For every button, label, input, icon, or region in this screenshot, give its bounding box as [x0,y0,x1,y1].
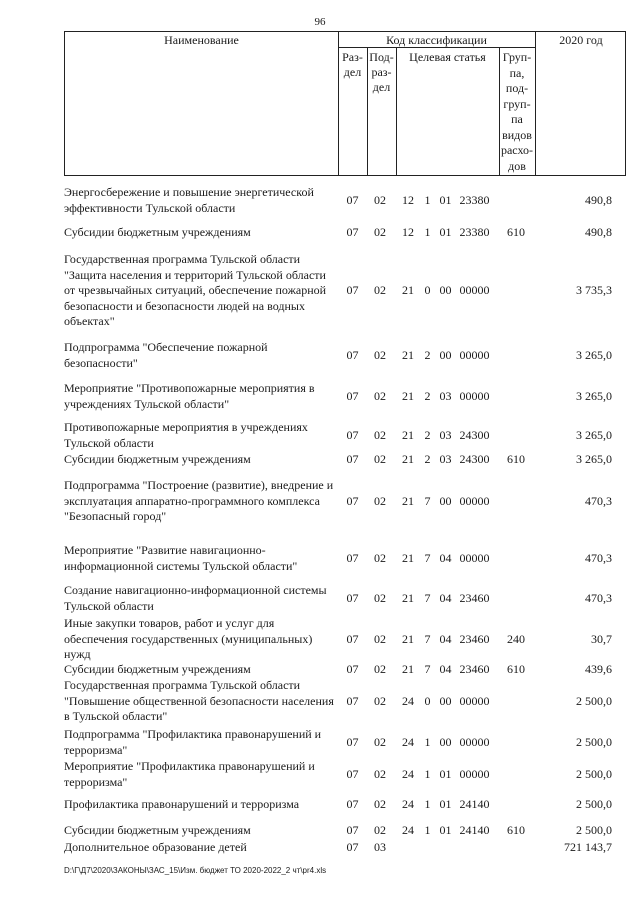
row-code-c2: 1 [424,797,431,811]
row-code-pr: 02 [374,823,386,837]
row-code-c1: 21 [402,494,414,508]
row-code-vr: 610 [507,225,525,239]
row-code-rz: 07 [346,632,359,646]
row-code-c3: 01 [439,823,452,837]
row-code-c3: 01 [439,225,452,239]
row-amount: 3 265,0 [576,389,612,403]
row-code-c1: 21 [402,348,414,362]
row-code-rz: 07 [346,389,359,403]
row-code-c4: 00000 [459,494,490,508]
row-code-pr: 02 [374,551,386,565]
row-code-pr: 03 [374,840,386,854]
row-code-c2: 1 [424,735,431,749]
row-code-c3: 00 [439,283,452,297]
row-name: Государственная программа Тульской области "Защита населения и территорий Тульской области от чрезвычайных ситуаций, обеспечение пожарной безопасности и безопасности людей на водных объектах" [64,252,327,328]
row-name: Подпрограмма "Обеспечение пожарной безопасности" [64,340,268,370]
row-amount: 3 265,0 [576,348,612,362]
row-code-c3: 04 [439,632,452,646]
row-code-rz: 07 [346,348,359,362]
row-code-rz: 07 [346,694,359,708]
row-code-c1: 24 [402,797,414,811]
row-code-c3: 00 [439,694,452,708]
row-code-c1: 21 [402,662,414,676]
row-code-c2: 1 [424,767,431,781]
row-amount: 2 500,0 [576,694,612,708]
table-header [64,31,626,176]
row-name: Дополнительное образование детей [64,840,247,854]
row-code-c4: 00000 [459,283,490,297]
row-code-rz: 07 [346,551,359,565]
row-code-c2: 1 [424,225,431,239]
row-code-c1: 24 [402,767,414,781]
row-amount: 490,8 [585,225,612,239]
row-code-c2: 2 [424,389,431,403]
header-classification: Код классификации [386,33,487,47]
row-code-pr: 02 [374,662,386,676]
row-code-c1: 12 [402,225,414,239]
row-code-c3: 01 [439,797,452,811]
row-name: Субсидии бюджетным учреждениям [64,662,251,676]
row-code-pr: 02 [374,767,386,781]
row-code-c4: 23460 [459,632,490,646]
row-code-c2: 1 [424,823,431,837]
row-code-c4: 24140 [459,823,490,837]
row-code-pr: 02 [374,494,386,508]
row-amount: 3 265,0 [576,452,612,466]
header-year: 2020 год [559,33,603,47]
row-code-vr: 240 [507,632,525,646]
row-code-pr: 02 [374,797,386,811]
row-code-c4: 23380 [459,193,490,207]
row-amount: 30,7 [591,632,612,646]
row-code-rz: 07 [346,193,359,207]
row-name: Иные закупки товаров, работ и услуг для обеспечения государственных (муниципальных) нужд [64,616,313,661]
row-code-c1: 24 [402,694,414,708]
row-code-rz: 07 [346,494,359,508]
row-name: Создание навигационно-информационной системы Тульской области [64,583,327,613]
row-code-pr: 02 [374,193,386,207]
row-code-c3: 00 [439,735,452,749]
header-group: Груп- па, под- груп- па видов расхо- дов [500,50,534,173]
row-code-c1: 21 [402,632,414,646]
row-code-rz: 07 [346,735,359,749]
row-code-c4: 23460 [459,662,490,676]
page-number: 96 [314,16,326,28]
row-code-c1: 24 [402,735,414,749]
row-code-c1: 21 [402,551,414,565]
file-path: D:\Г\Д7\2020\ЗАКОНЫ\ЗАС_15\Изм. бюджет ТО 2020-2022_2 чт\pr4.xls [64,866,327,875]
row-code-rz: 07 [346,428,359,442]
row-amount: 470,3 [585,494,612,508]
row-code-c3: 00 [439,348,452,362]
row-code-rz: 07 [346,662,359,676]
header-name: Наименование [164,33,239,47]
row-code-c2: 2 [424,452,431,466]
row-name: Мероприятие "Профилактика правонарушений и терроризма" [64,759,315,789]
row-code-c2: 7 [424,551,431,565]
row-code-c2: 7 [424,591,431,605]
row-code-c4: 00000 [459,389,490,403]
row-code-c2: 7 [424,662,431,676]
row-code-c2: 0 [424,283,431,297]
row-amount: 490,8 [585,193,612,207]
row-code-c2: 7 [424,494,431,508]
row-code-c3: 04 [439,662,452,676]
row-code-c2: 2 [424,348,431,362]
row-code-pr: 02 [374,632,386,646]
row-name: Подпрограмма "Профилактика правонарушений и терроризма" [64,727,322,757]
row-code-c4: 23380 [459,225,490,239]
row-code-vr: 610 [507,662,525,676]
row-code-c4: 23460 [459,591,490,605]
row-code-rz: 07 [346,767,359,781]
row-code-c1: 12 [402,193,414,207]
row-code-c1: 21 [402,591,414,605]
row-code-pr: 02 [374,428,386,442]
row-code-pr: 02 [374,452,386,466]
header-razdel: Раз- дел [342,50,363,79]
row-name: Субсидии бюджетным учреждениям [64,823,251,837]
row-name: Подпрограмма "Построение (развитие), внедрение и эксплуатация аппаратно-программного комплекса "Безопасный город" [64,478,334,523]
row-code-c4: 00000 [459,694,490,708]
row-code-c2: 2 [424,428,431,442]
row-name: Субсидии бюджетным учреждениям [64,225,251,239]
row-amount: 439,6 [585,662,612,676]
row-code-c1: 21 [402,389,414,403]
row-amount: 470,3 [585,551,612,565]
row-code-c3: 01 [439,767,452,781]
row-code-c3: 01 [439,193,452,207]
row-name: Мероприятие "Противопожарные мероприятия в учреждениях Тульской области" [64,381,315,411]
row-name: Профилактика правонарушений и терроризма [64,797,300,811]
row-code-pr: 02 [374,591,386,605]
row-code-c3: 04 [439,551,452,565]
row-code-rz: 07 [346,283,359,297]
row-code-vr: 610 [507,823,525,837]
row-code-c4: 00000 [459,551,490,565]
row-name: Энергосбережение и повышение энергетической эффективности Тульской области [64,185,314,215]
row-code-c2: 7 [424,632,431,646]
row-code-c2: 0 [424,694,431,708]
row-name: Противопожарные мероприятия в учреждениях Тульской области [64,420,308,450]
row-name: Мероприятие "Развитие навигационно-информационной системы Тульской области" [64,543,298,573]
row-amount: 2 500,0 [576,823,612,837]
row-code-c4: 00000 [459,767,490,781]
row-code-c1: 24 [402,823,414,837]
row-code-c3: 03 [439,389,452,403]
row-code-rz: 07 [346,797,359,811]
row-code-pr: 02 [374,694,386,708]
row-code-pr: 02 [374,283,386,297]
row-code-rz: 07 [346,823,359,837]
row-code-rz: 07 [346,225,359,239]
row-code-c4: 24300 [459,428,490,442]
row-code-c4: 00000 [459,348,490,362]
row-code-c1: 21 [402,428,414,442]
row-code-c3: 03 [439,428,452,442]
row-amount: 2 500,0 [576,797,612,811]
row-code-c3: 03 [439,452,452,466]
row-code-pr: 02 [374,735,386,749]
row-code-pr: 02 [374,225,386,239]
row-code-pr: 02 [374,389,386,403]
row-code-c3: 04 [439,591,452,605]
row-code-c3: 00 [439,494,452,508]
row-code-vr: 610 [507,452,525,466]
row-code-pr: 02 [374,348,386,362]
row-name: Субсидии бюджетным учреждениям [64,452,251,466]
header-podrazdel: Под- раз- дел [369,50,394,94]
row-code-c4: 24140 [459,797,490,811]
row-code-c4: 00000 [459,735,490,749]
row-code-c4: 24300 [459,452,490,466]
row-amount: 2 500,0 [576,735,612,749]
row-code-c1: 21 [402,452,414,466]
row-amount: 470,3 [585,591,612,605]
row-code-rz: 07 [346,840,359,854]
header-target: Целевая статья [409,50,486,64]
row-code-c2: 1 [424,193,431,207]
row-code-rz: 07 [346,591,359,605]
row-code-c1: 21 [402,283,414,297]
row-amount: 721 143,7 [564,840,612,854]
row-amount: 3 735,3 [576,283,612,297]
row-amount: 3 265,0 [576,428,612,442]
row-amount: 2 500,0 [576,767,612,781]
row-name: Государственная программа Тульской области "Повышение общественной безопасности населения в Тульской области" [64,678,334,723]
row-code-rz: 07 [346,452,359,466]
